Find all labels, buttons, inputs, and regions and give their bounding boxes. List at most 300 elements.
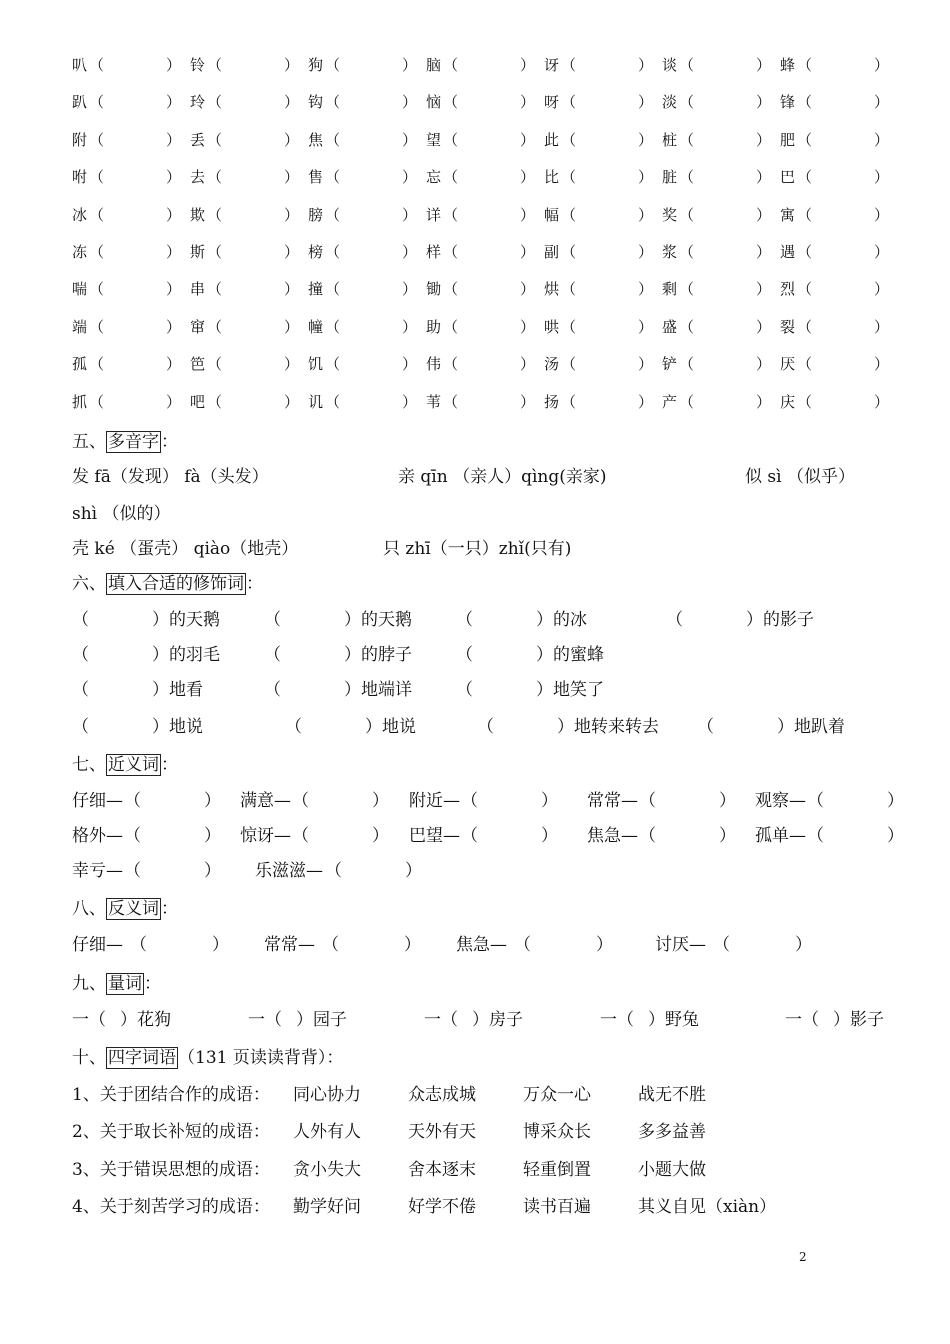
close-paren: ） bbox=[520, 168, 536, 187]
grid-char: 喘 bbox=[72, 280, 88, 299]
open-paren: （ bbox=[264, 610, 281, 630]
close-paren: ） bbox=[795, 935, 812, 955]
grid-char: 铃 bbox=[190, 56, 206, 74]
idiom: 贪小失大 bbox=[293, 1160, 361, 1180]
open-paren: （ bbox=[443, 242, 459, 261]
close-paren: ） bbox=[638, 392, 654, 411]
grid-char: 吧 bbox=[190, 392, 206, 411]
open-paren: （ bbox=[679, 392, 695, 411]
grid-char: 玲 bbox=[190, 93, 206, 112]
close-paren: ） bbox=[638, 242, 654, 261]
close-paren: ） bbox=[344, 610, 361, 630]
open-paren: （ bbox=[679, 56, 695, 74]
polyphone-zhi: 只 zhī（一只）zhǐ(只有) bbox=[383, 539, 572, 559]
close-paren: ） bbox=[284, 93, 300, 112]
close-paren: ） bbox=[638, 93, 654, 112]
synonym-word: 焦急— bbox=[587, 826, 638, 846]
grid-char: 脑 bbox=[426, 56, 442, 74]
open-paren: （ bbox=[89, 93, 105, 112]
synonym-word: 常常— bbox=[587, 791, 638, 811]
close-paren: ） bbox=[638, 205, 654, 224]
open-paren: （ bbox=[561, 93, 577, 112]
close-paren: ） bbox=[520, 130, 536, 149]
open-paren: （ bbox=[89, 1010, 106, 1030]
open-paren: （ bbox=[207, 168, 223, 187]
idiom-row bbox=[72, 1155, 912, 1179]
open-paren: （ bbox=[325, 56, 341, 74]
close-paren: ） bbox=[874, 392, 890, 411]
close-paren: ） bbox=[284, 317, 300, 336]
open-paren: （ bbox=[797, 205, 813, 224]
open-paren: （ bbox=[456, 645, 473, 665]
grid-char: 哄 bbox=[544, 317, 560, 336]
grid-char: 脏 bbox=[662, 168, 678, 187]
close-paren: ） bbox=[638, 56, 654, 74]
open-paren: （ bbox=[797, 242, 813, 261]
open-paren: （ bbox=[561, 130, 577, 149]
open-paren: （ bbox=[89, 168, 105, 187]
section-7-heading bbox=[72, 750, 178, 775]
idiom-row bbox=[72, 1080, 912, 1104]
close-paren: ） bbox=[887, 791, 904, 811]
modifier-target: 的影子 bbox=[763, 610, 814, 630]
open-paren: （ bbox=[697, 717, 714, 737]
open-paren: （ bbox=[797, 168, 813, 187]
close-paren: ） bbox=[405, 861, 422, 881]
section-number: 九、 bbox=[72, 974, 106, 994]
open-paren: （ bbox=[443, 280, 459, 299]
grid-char: 裂 bbox=[780, 317, 796, 336]
synonym-row bbox=[72, 821, 912, 845]
open-paren: （ bbox=[207, 56, 223, 74]
close-paren: ） bbox=[402, 205, 418, 224]
section-9-heading bbox=[72, 969, 161, 994]
idiom: 舍本逐末 bbox=[408, 1160, 476, 1180]
measure-prefix: 一 bbox=[72, 1010, 89, 1030]
grid-row bbox=[72, 270, 892, 307]
open-paren: （ bbox=[443, 168, 459, 187]
close-paren: ） bbox=[402, 280, 418, 299]
open-paren: （ bbox=[561, 280, 577, 299]
close-paren: ） bbox=[557, 717, 574, 737]
synonym-word: 满意— bbox=[240, 791, 291, 811]
polyphone-line-2 bbox=[72, 499, 171, 524]
open-paren: （ bbox=[264, 645, 281, 665]
idiom: 战无不胜 bbox=[638, 1085, 706, 1105]
close-paren: ） bbox=[204, 791, 221, 811]
open-paren: （ bbox=[561, 317, 577, 336]
open-paren: （ bbox=[124, 861, 141, 881]
close-paren: ） bbox=[284, 56, 300, 74]
close-paren: ） bbox=[402, 242, 418, 261]
open-paren: （ bbox=[325, 242, 341, 261]
close-paren: ） bbox=[152, 610, 169, 630]
idiom: 人外有人 bbox=[293, 1122, 361, 1142]
modifier-target: 地说 bbox=[382, 717, 416, 737]
measure-word-line bbox=[72, 1005, 912, 1029]
open-paren: （ bbox=[292, 791, 309, 811]
open-paren: （ bbox=[207, 205, 223, 224]
close-paren: ） bbox=[638, 280, 654, 299]
open-paren: （ bbox=[89, 355, 105, 374]
close-paren: ） bbox=[648, 1010, 665, 1030]
modifier-target: 地看 bbox=[169, 680, 203, 700]
open-paren: （ bbox=[797, 355, 813, 374]
idiom: 万众一心 bbox=[523, 1085, 591, 1105]
open-paren: （ bbox=[325, 280, 341, 299]
close-paren: ） bbox=[520, 355, 536, 374]
colon: ： bbox=[161, 432, 178, 452]
close-paren: ） bbox=[638, 130, 654, 149]
grid-char: 锋 bbox=[780, 93, 796, 112]
close-paren: ） bbox=[520, 317, 536, 336]
grid-char: 淡 bbox=[662, 93, 678, 112]
section-title: 量词 bbox=[108, 974, 142, 994]
modifier-target: 地趴着 bbox=[794, 717, 845, 737]
section-title: 多音字 bbox=[108, 432, 159, 452]
grid-char: 肥 bbox=[780, 130, 796, 149]
polyphone-ke: 壳 ké （蛋壳） qiào（地壳） bbox=[72, 539, 299, 559]
close-paren: ） bbox=[756, 392, 772, 411]
open-paren: （ bbox=[461, 826, 478, 846]
grid-char: 比 bbox=[544, 168, 560, 187]
close-paren: ） bbox=[284, 205, 300, 224]
close-paren: ） bbox=[719, 791, 736, 811]
close-paren: ） bbox=[874, 130, 890, 149]
close-paren: ） bbox=[719, 826, 736, 846]
close-paren: ） bbox=[472, 1010, 489, 1030]
close-paren: ） bbox=[536, 610, 553, 630]
close-paren: ） bbox=[520, 93, 536, 112]
antonym-word: 焦急— bbox=[456, 935, 507, 955]
section-title: 四字词语 bbox=[108, 1048, 176, 1068]
close-paren: ） bbox=[284, 130, 300, 149]
open-paren: （ bbox=[561, 392, 577, 411]
grid-char: 膀 bbox=[308, 205, 324, 224]
idiom-category: 4、关于刻苦学习的成语： bbox=[72, 1197, 270, 1217]
grid-char: 幢 bbox=[308, 317, 324, 336]
close-paren: ） bbox=[874, 168, 890, 187]
open-paren: （ bbox=[456, 610, 473, 630]
grid-char: 焦 bbox=[308, 130, 324, 149]
close-paren: ） bbox=[212, 935, 229, 955]
open-paren: （ bbox=[325, 130, 341, 149]
open-paren: （ bbox=[679, 317, 695, 336]
grid-char: 桩 bbox=[662, 130, 678, 149]
close-paren: ） bbox=[520, 280, 536, 299]
measure-noun: 园子 bbox=[313, 1010, 347, 1030]
grid-char: 丢 bbox=[190, 130, 206, 149]
grid-char: 此 bbox=[544, 130, 560, 149]
grid-char: 窜 bbox=[190, 317, 206, 336]
grid-row bbox=[72, 233, 892, 270]
close-paren: ） bbox=[120, 1010, 137, 1030]
synonym-word: 孤单— bbox=[755, 826, 806, 846]
idiom: 众志成城 bbox=[408, 1085, 476, 1105]
grid-char: 巴 bbox=[780, 168, 796, 187]
polyphone-qin: 亲 qīn （亲人）qìng(亲家) bbox=[398, 467, 607, 487]
close-paren: ） bbox=[404, 935, 421, 955]
grid-char: 售 bbox=[308, 168, 324, 187]
modifier-target: 的冰 bbox=[553, 610, 587, 630]
close-paren: ） bbox=[874, 280, 890, 299]
grid-char: 呀 bbox=[544, 93, 560, 112]
open-paren: （ bbox=[679, 168, 695, 187]
close-paren: ） bbox=[874, 317, 890, 336]
idiom: 博采众长 bbox=[523, 1122, 591, 1142]
grid-char: 剩 bbox=[662, 280, 678, 299]
close-paren: ） bbox=[152, 717, 169, 737]
section-5-heading bbox=[72, 427, 178, 452]
open-paren: （ bbox=[443, 56, 459, 74]
grid-char: 厌 bbox=[780, 355, 796, 374]
close-paren: ） bbox=[756, 280, 772, 299]
polyphone-si: 似 sì （似乎） bbox=[745, 467, 855, 487]
synonym-word: 格外— bbox=[72, 826, 123, 846]
close-paren: ） bbox=[284, 242, 300, 261]
open-paren: （ bbox=[325, 168, 341, 187]
grid-char: 助 bbox=[426, 317, 442, 336]
close-paren: ） bbox=[874, 355, 890, 374]
open-paren: （ bbox=[443, 93, 459, 112]
modifier-row bbox=[72, 640, 912, 664]
idiom: 轻重倒置 bbox=[523, 1160, 591, 1180]
grid-char: 斯 bbox=[190, 242, 206, 261]
open-paren: （ bbox=[207, 93, 223, 112]
grid-char: 串 bbox=[190, 280, 206, 299]
grid-char: 附 bbox=[72, 130, 88, 149]
open-paren: （ bbox=[89, 317, 105, 336]
grid-char: 汤 bbox=[544, 355, 560, 374]
grid-char: 庆 bbox=[780, 392, 796, 411]
close-paren: ） bbox=[638, 355, 654, 374]
synonym-row bbox=[72, 856, 912, 880]
close-paren: ） bbox=[372, 791, 389, 811]
close-paren: ） bbox=[166, 56, 182, 74]
synonym-word: 惊讶— bbox=[240, 826, 291, 846]
close-paren: ） bbox=[296, 1010, 313, 1030]
idiom: 其义自见（xiàn） bbox=[638, 1197, 777, 1217]
char-grid bbox=[72, 46, 892, 420]
open-paren: （ bbox=[639, 826, 656, 846]
grid-char: 浆 bbox=[662, 242, 678, 261]
open-paren: （ bbox=[443, 130, 459, 149]
close-paren: ） bbox=[874, 205, 890, 224]
close-paren: ） bbox=[166, 280, 182, 299]
close-paren: ） bbox=[756, 242, 772, 261]
section-6-heading bbox=[72, 569, 263, 594]
synonym-word: 乐滋滋— bbox=[255, 861, 323, 881]
grid-row bbox=[72, 46, 892, 83]
open-paren: （ bbox=[285, 717, 302, 737]
idiom: 勤学好问 bbox=[293, 1197, 361, 1217]
grid-char: 冰 bbox=[72, 205, 88, 224]
grid-row bbox=[72, 83, 892, 120]
measure-noun: 花狗 bbox=[137, 1010, 171, 1030]
open-paren: （ bbox=[207, 280, 223, 299]
grid-char: 苇 bbox=[426, 392, 442, 411]
open-paren: （ bbox=[72, 680, 89, 700]
grid-char: 铲 bbox=[662, 355, 678, 374]
open-paren: （ bbox=[72, 645, 89, 665]
grid-char: 冻 bbox=[72, 242, 88, 261]
grid-char: 端 bbox=[72, 317, 88, 336]
open-paren: （ bbox=[679, 130, 695, 149]
close-paren: ） bbox=[166, 130, 182, 149]
grid-char: 望 bbox=[426, 130, 442, 149]
close-paren: ） bbox=[166, 242, 182, 261]
open-paren: （ bbox=[797, 56, 813, 74]
close-paren: ） bbox=[756, 56, 772, 74]
close-paren: ） bbox=[344, 680, 361, 700]
close-paren: ） bbox=[204, 826, 221, 846]
measure-prefix: 一 bbox=[424, 1010, 441, 1030]
open-paren: （ bbox=[797, 93, 813, 112]
open-paren: （ bbox=[561, 242, 577, 261]
grid-char: 寓 bbox=[780, 205, 796, 224]
close-paren: ） bbox=[372, 826, 389, 846]
section-8-heading bbox=[72, 894, 178, 919]
open-paren: （ bbox=[207, 130, 223, 149]
open-paren: （ bbox=[639, 791, 656, 811]
modifier-row bbox=[72, 712, 912, 736]
grid-row bbox=[72, 308, 892, 345]
close-paren: ） bbox=[166, 205, 182, 224]
grid-char: 烘 bbox=[544, 280, 560, 299]
close-paren: ） bbox=[344, 645, 361, 665]
open-paren: （ bbox=[456, 680, 473, 700]
close-paren: ） bbox=[541, 826, 558, 846]
grid-row bbox=[72, 345, 892, 382]
close-paren: ） bbox=[402, 168, 418, 187]
idiom-category: 2、关于取长补短的成语： bbox=[72, 1122, 270, 1142]
polyphone-fa: 发 fā（发现） fà（头发） bbox=[72, 467, 269, 487]
grid-row bbox=[72, 196, 892, 233]
grid-char: 讥 bbox=[308, 392, 324, 411]
open-paren: （ bbox=[265, 1010, 282, 1030]
open-paren: （ bbox=[679, 280, 695, 299]
close-paren: ） bbox=[520, 205, 536, 224]
grid-char: 狗 bbox=[308, 56, 324, 74]
modifier-target: 的天鹅 bbox=[169, 610, 220, 630]
close-paren: ） bbox=[756, 168, 772, 187]
grid-char: 孤 bbox=[72, 355, 88, 374]
close-paren: ） bbox=[874, 242, 890, 261]
open-paren: （ bbox=[797, 280, 813, 299]
grid-char: 恼 bbox=[426, 93, 442, 112]
section-number: 八、 bbox=[72, 899, 106, 919]
modifier-target: 的天鹅 bbox=[361, 610, 412, 630]
measure-prefix: 一 bbox=[248, 1010, 265, 1030]
antonym-word: 讨厌— bbox=[655, 935, 706, 955]
open-paren: （ bbox=[443, 355, 459, 374]
open-paren: （ bbox=[207, 355, 223, 374]
close-paren: ） bbox=[756, 355, 772, 374]
grid-char: 去 bbox=[190, 168, 206, 187]
open-paren: （ bbox=[325, 317, 341, 336]
grid-char: 撞 bbox=[308, 280, 324, 299]
open-paren: （ bbox=[292, 826, 309, 846]
synonym-word: 仔细— bbox=[72, 791, 123, 811]
close-paren: ） bbox=[638, 317, 654, 336]
modifier-row bbox=[72, 605, 912, 629]
open-paren: （ bbox=[89, 242, 105, 261]
close-paren: ） bbox=[152, 680, 169, 700]
open-paren: （ bbox=[264, 680, 281, 700]
open-paren: （ bbox=[130, 935, 147, 955]
open-paren: （ bbox=[797, 317, 813, 336]
close-paren: ） bbox=[833, 1010, 850, 1030]
grid-char: 遇 bbox=[780, 242, 796, 261]
open-paren: （ bbox=[514, 935, 531, 955]
open-paren: （ bbox=[713, 935, 730, 955]
section-10-heading bbox=[72, 1043, 343, 1068]
measure-prefix: 一 bbox=[785, 1010, 802, 1030]
measure-noun: 影子 bbox=[850, 1010, 884, 1030]
antonym-row bbox=[72, 930, 912, 954]
open-paren: （ bbox=[325, 93, 341, 112]
section-note: （131 页读读背背）： bbox=[178, 1048, 344, 1068]
close-paren: ） bbox=[284, 392, 300, 411]
close-paren: ） bbox=[596, 935, 613, 955]
idiom-row bbox=[72, 1192, 912, 1216]
open-paren: （ bbox=[797, 392, 813, 411]
close-paren: ） bbox=[166, 355, 182, 374]
grid-row bbox=[72, 383, 892, 420]
grid-char: 产 bbox=[662, 392, 678, 411]
grid-char: 叭 bbox=[72, 56, 88, 74]
grid-char: 蜂 bbox=[780, 56, 796, 74]
open-paren: （ bbox=[561, 355, 577, 374]
section-number: 六、 bbox=[72, 574, 106, 594]
open-paren: （ bbox=[441, 1010, 458, 1030]
modifier-target: 的羽毛 bbox=[169, 645, 220, 665]
synonym-row bbox=[72, 786, 912, 810]
grid-char: 笆 bbox=[190, 355, 206, 374]
modifier-target: 地说 bbox=[169, 717, 203, 737]
grid-char: 欺 bbox=[190, 205, 206, 224]
close-paren: ） bbox=[402, 392, 418, 411]
section-number: 十、 bbox=[72, 1048, 106, 1068]
close-paren: ） bbox=[152, 645, 169, 665]
grid-char: 副 bbox=[544, 242, 560, 261]
measure-noun: 野兔 bbox=[665, 1010, 699, 1030]
grid-char: 咐 bbox=[72, 168, 88, 187]
close-paren: ） bbox=[365, 717, 382, 737]
open-paren: （ bbox=[461, 791, 478, 811]
synonym-word: 巴望— bbox=[409, 826, 460, 846]
open-paren: （ bbox=[679, 242, 695, 261]
open-paren: （ bbox=[124, 791, 141, 811]
open-paren: （ bbox=[561, 56, 577, 74]
open-paren: （ bbox=[72, 610, 89, 630]
grid-row bbox=[72, 158, 892, 195]
close-paren: ） bbox=[874, 56, 890, 74]
idiom-category: 1、关于团结合作的成语： bbox=[72, 1085, 270, 1105]
open-paren: （ bbox=[322, 935, 339, 955]
open-paren: （ bbox=[443, 392, 459, 411]
close-paren: ） bbox=[777, 717, 794, 737]
colon: ： bbox=[144, 974, 161, 994]
close-paren: ） bbox=[756, 317, 772, 336]
close-paren: ） bbox=[204, 861, 221, 881]
page-number: 2 bbox=[799, 1250, 807, 1264]
colon: ： bbox=[246, 574, 263, 594]
close-paren: ） bbox=[520, 392, 536, 411]
idiom-category: 3、关于错误思想的成语： bbox=[72, 1160, 270, 1180]
close-paren: ） bbox=[756, 130, 772, 149]
measure-noun: 房子 bbox=[489, 1010, 523, 1030]
